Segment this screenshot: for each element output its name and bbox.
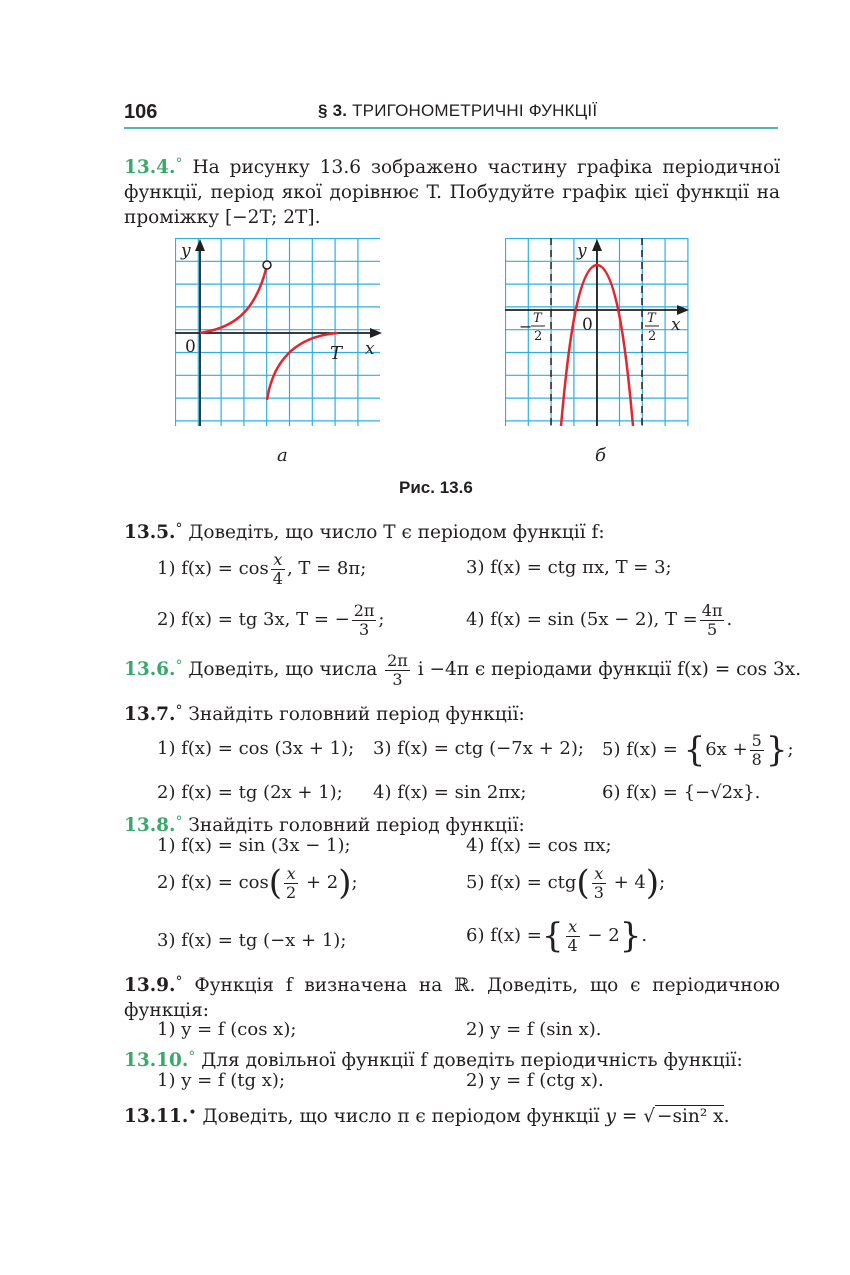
exercise-number: 13.11.•	[124, 1105, 197, 1127]
exercise-13-10: 13.10.° Для довільної функції f доведіть періодичність функції:	[124, 1049, 743, 1071]
graph-b	[505, 238, 691, 430]
exercise-number: 13.7.°	[124, 703, 183, 725]
ex-13-9-item-1: 1) y = f (cos x);	[157, 1019, 297, 1040]
exercise-number: 13.10.°	[124, 1049, 196, 1071]
y-axis-arrow	[195, 239, 205, 251]
ex-13-9-item-2: 2) y = f (sin x).	[466, 1019, 602, 1040]
exercise-number: 13.8.°	[124, 814, 183, 836]
running-header	[318, 101, 597, 121]
ex-13-8-item-3: 3) f(x) = tg (−x + 1);	[157, 930, 347, 951]
figure-b-label: б	[595, 445, 606, 466]
exercise-text: Доведіть, що число T є періодом функції f:	[188, 522, 605, 543]
ex-13-7-item-1: 1) f(x) = cos (3x + 1);	[157, 738, 355, 759]
ex-13-5-item-3: 3) f(x) = ctg πx, T = 3;	[466, 557, 672, 578]
graph-a	[175, 238, 385, 430]
exercise-13-7: 13.7.° Знайдіть головний період функції:	[124, 703, 525, 725]
open-point	[263, 261, 271, 269]
half-period-num: T	[647, 311, 656, 326]
section-number: § 3.	[318, 101, 348, 120]
section-title: ТРИГОНОМЕТРИЧНІ ФУНКЦІЇ	[352, 101, 598, 120]
ex-13-7-item-6: 6) f(x) = {−√2x}.	[602, 782, 761, 803]
exercise-13-11: 13.11.• Доведіть, що число π є періодом функції y = √ −sin² x.	[124, 1105, 730, 1127]
ex-13-8-item-5: 5) f(x) = ctg( $\frac{x}{3}$ + 4);	[466, 863, 666, 903]
ex-13-5-item-1: 1) f(x) = cos $\frac{x}{4}$ , T = 8π;	[157, 550, 367, 588]
half-period-den: 2	[648, 329, 657, 344]
origin-label: 0	[185, 337, 196, 357]
exercise-13-4	[124, 152, 780, 230]
origin-label: 0	[582, 315, 593, 335]
exercise-13-5	[124, 517, 780, 545]
ex-13-8-item-1: 1) f(x) = sin (3x − 1);	[157, 835, 351, 856]
y-axis-label: y	[181, 241, 191, 261]
y-axis-arrow	[592, 239, 602, 251]
ex-13-5-item-4: 4) f(x) = sin (5x − 2), T = $\frac{4\pi}{5}$ .	[466, 601, 733, 639]
figure-caption: Рис. 13.6	[399, 478, 473, 497]
curve-a-lower	[267, 333, 338, 400]
ex-13-10-item-2: 2) y = f (ctg x).	[466, 1070, 604, 1091]
ex-13-8-item-2: 2) f(x) = cos( $\frac{x}{2}$ + 2);	[157, 863, 358, 903]
exercise-number: 13.4.°	[124, 156, 183, 178]
figure-a-label: а	[277, 445, 288, 466]
exercise-13-8: 13.8.° Знайдіть головний період функції:	[124, 814, 525, 836]
header-rule	[124, 127, 778, 129]
ex-13-8-item-4: 4) f(x) = cos πx;	[466, 835, 612, 856]
exercise-13-9: 13.9.° Функція f визначена на ℝ. Доведіть, що є періодичною функція:	[124, 974, 780, 1021]
ex-13-10-item-1: 1) y = f (tg x);	[157, 1070, 286, 1091]
ex-13-7-item-5: 5) f(x) = {6x + $\frac{5}{8}$ };	[602, 730, 794, 770]
neg-half-period-num: T	[533, 311, 542, 326]
x-axis-label: x	[365, 339, 375, 359]
exercise-13-6: 13.6.° Доведіть, що числа $\frac{2\pi}{3}$ і −4π є періодами функції f(x) = cos 3x.	[124, 651, 802, 689]
ex-13-7-item-4: 4) f(x) = sin 2πx;	[373, 782, 527, 803]
neg-half-period-den: 2	[534, 329, 543, 344]
curve-a-upper	[200, 265, 267, 333]
radicand: −sin² x	[657, 1106, 724, 1127]
exercise-number: 13.6.°	[124, 658, 183, 681]
minus-sign: −	[519, 317, 533, 336]
ex-13-8-item-6: 6) f(x) ={ $\frac{x}{4}$ − 2}.	[466, 916, 648, 956]
exercise-number: 13.9.°	[124, 974, 183, 996]
exercise-number: 13.5.°	[124, 521, 183, 543]
ex-13-7-item-3: 3) f(x) = ctg (−7x + 2);	[373, 738, 584, 759]
t-label: T	[330, 343, 343, 364]
page-number: 106	[124, 101, 158, 123]
ex-13-5-item-2: 2) f(x) = tg 3x, T = − $\frac{2\pi}{3}$ ;	[157, 601, 385, 639]
exercise-text: На рисунку 13.6 зображено частину графіка періодичної функції, період якої дорівнює T. Побудуйте графік цієї функції на проміжку [−2T; 2T].	[124, 157, 780, 228]
ex-13-7-item-2: 2) f(x) = tg (2x + 1);	[157, 782, 343, 803]
y-axis-label: y	[577, 241, 587, 261]
x-axis-label: x	[671, 315, 681, 335]
